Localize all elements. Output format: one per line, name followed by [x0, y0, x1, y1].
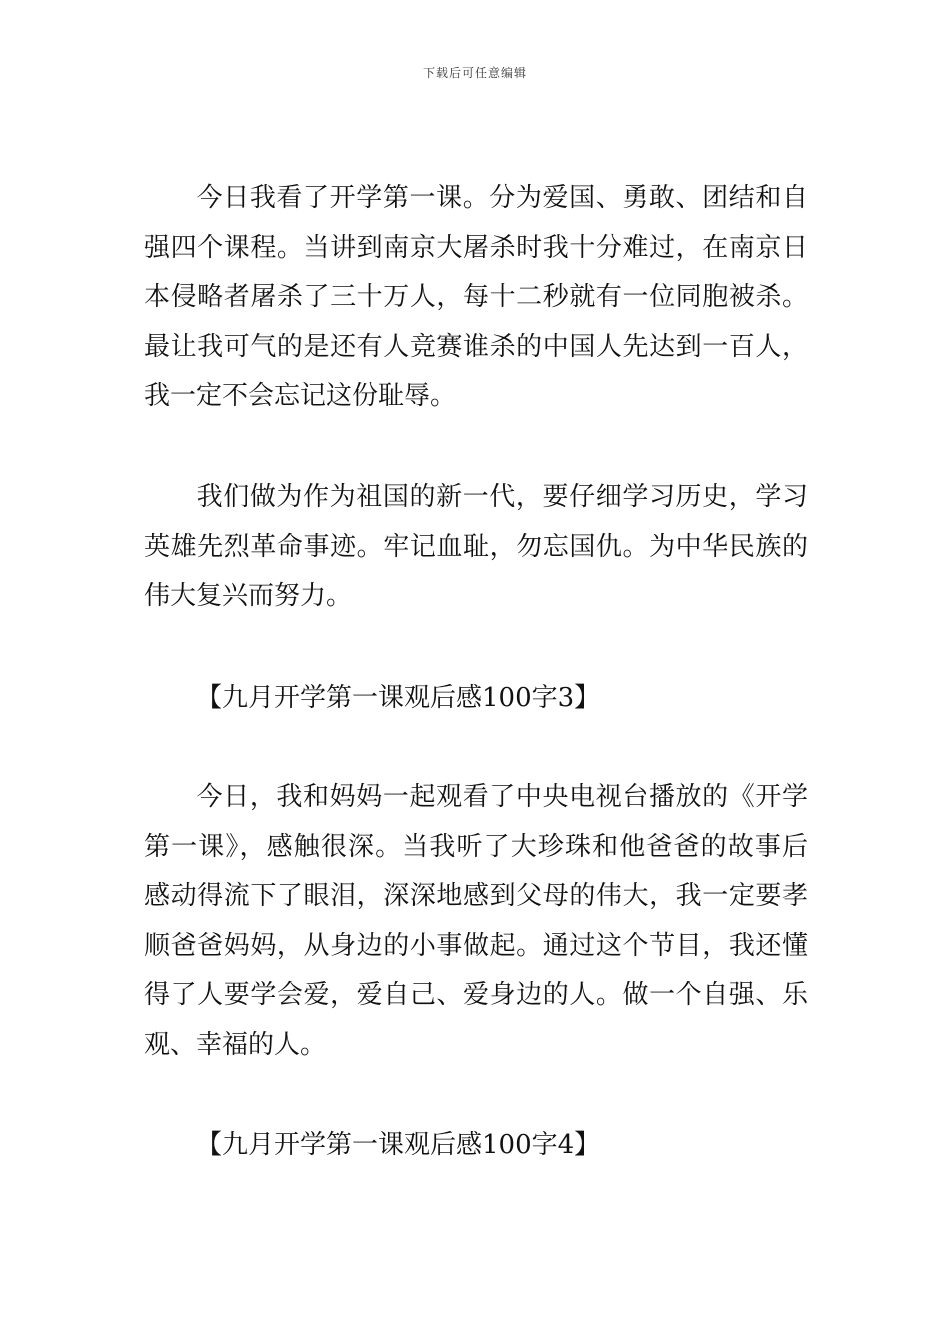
- paragraph-line: 感动得流下了眼泪，深深地感到父母的伟大，我一定要孝: [144, 881, 808, 911]
- paragraph-1: [144, 174, 808, 422]
- paragraph-line: 强四个课程。当讲到南京大屠杀时我十分难过，在南京日: [144, 232, 808, 263]
- paragraph-line: 得了人要学会爱，爱自己、爱身边的人。做一个自强、乐: [144, 980, 808, 1010]
- paragraph-line: 观、幸福的人。: [144, 1029, 327, 1060]
- paragraph-line: 本侵略者屠杀了三十万人，每十二秒就有一位同胞被杀。: [144, 282, 808, 312]
- section-heading-3: 【九月开学第一课观后感100字3】: [196, 683, 601, 713]
- paragraph-line: 今日我看了开学第一课。分为爱国、勇敢、团结和自: [196, 183, 808, 213]
- paragraph-2: [144, 473, 808, 622]
- paragraph-line: 今日，我和妈妈一起观看了中央电视台播放的《开学: [196, 782, 808, 812]
- paragraph-line: 我一定不会忘记这份耻辱。: [144, 381, 457, 411]
- paragraph-3: [144, 773, 808, 1070]
- paragraph-line: 伟大复兴而努力。: [144, 581, 353, 611]
- paragraph-line: 我们做为作为祖国的新一代，要仔细学习历史，学习: [196, 482, 808, 512]
- page-header: 下载后可任意编辑: [422, 66, 527, 80]
- paragraph-line: 第一课》，感触很深。当我听了大珍珠和他爸爸的故事后: [144, 831, 808, 862]
- paragraph-line: 顺爸爸妈妈，从身边的小事做起。通过这个节目，我还懂: [144, 930, 808, 961]
- section-heading-4: 【九月开学第一课观后感100字4】: [196, 1130, 601, 1160]
- paragraph-line: 最让我可气的是还有人竞赛谁杀的中国人先达到一百人，: [144, 331, 808, 362]
- paragraph-line: 英雄先烈革命事迹。牢记血耻，勿忘国仇。为中华民族的: [144, 531, 808, 562]
